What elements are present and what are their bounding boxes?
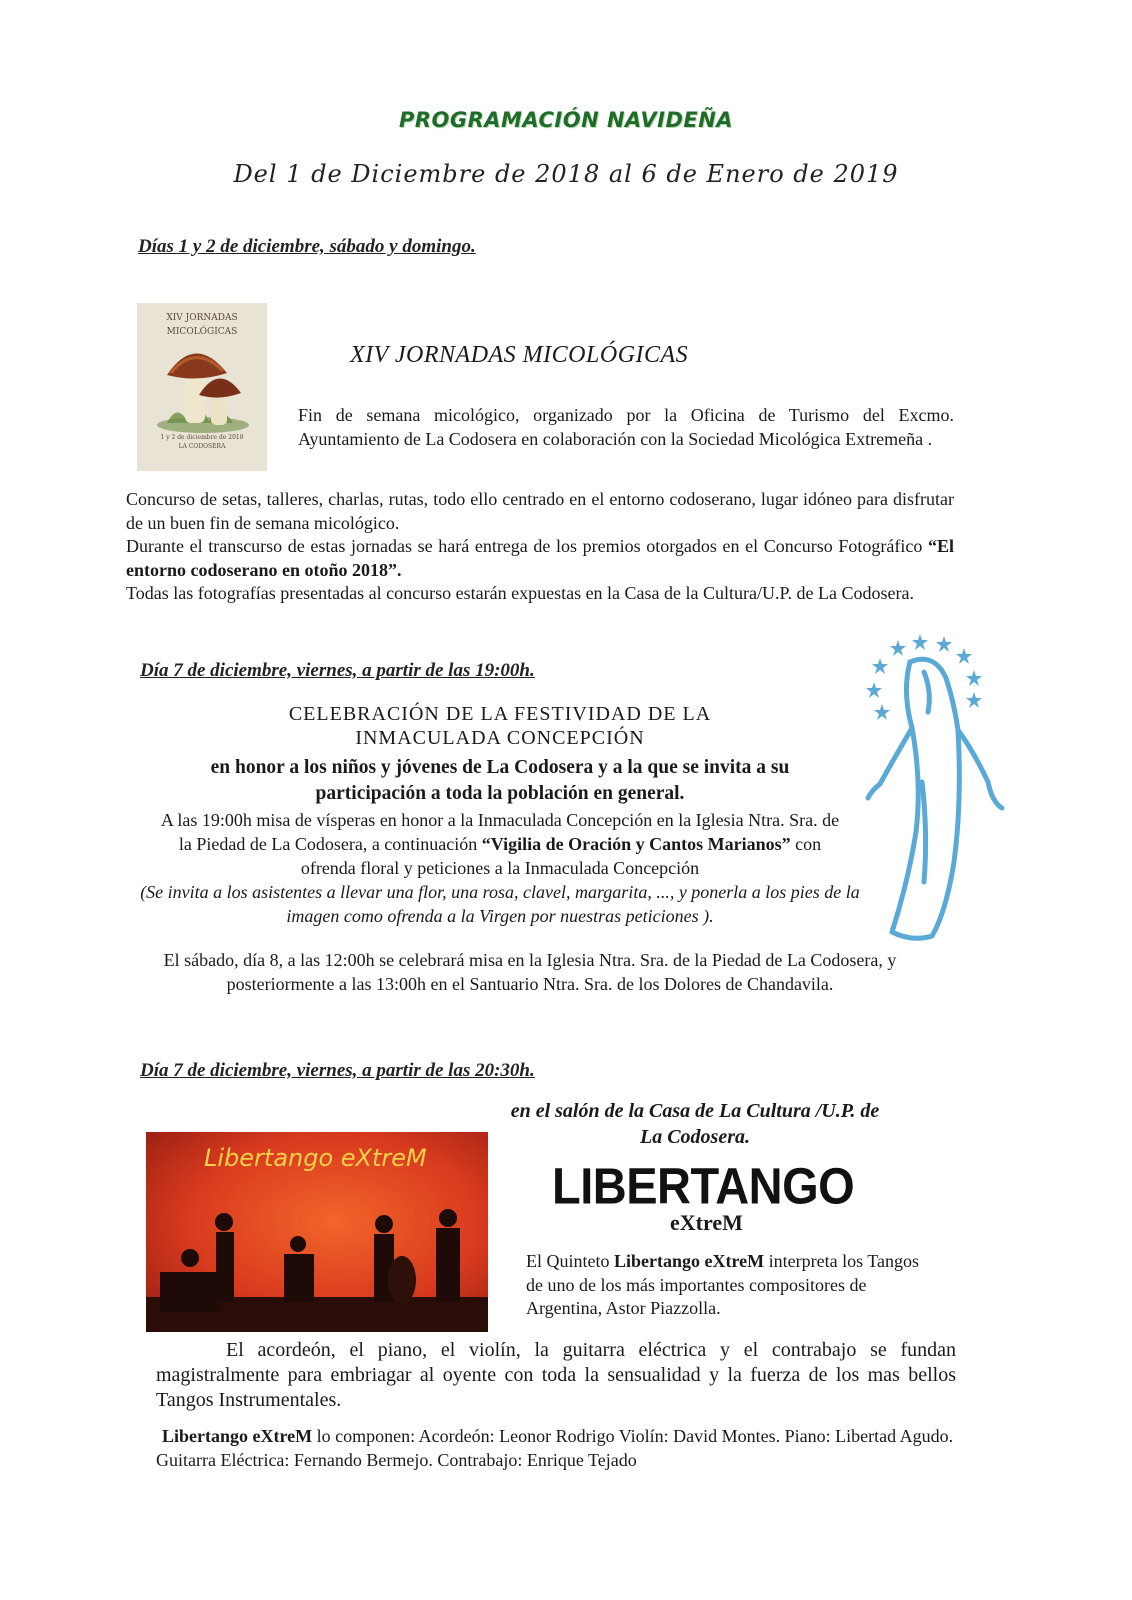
inmaculada-mass: A las 19:00h misa de vísperas en honor a la Inmaculada Concepción en la Iglesia Ntra. Sra. de la Piedad de La Codosera, a continuación “Vigilia de Oración y Cantos Marianos” con ofrenda floral y peticiones a la Inmaculada Concepción [160, 810, 840, 878]
libertango-members: Libertango eXtreM lo componen: Acordeón: Leonor Rodrigo Violín: David Montes. Piano: Libertad Agudo. Guitarra Eléctrica: Fernando Bermejo. Contrabajo: Enrique Tejado [156, 1426, 954, 1470]
libertango-logo-sub: eXtreM [670, 1210, 743, 1235]
jornadas-poster [137, 303, 267, 471]
inmaculada-title [160, 702, 840, 750]
poster-line3: 1 y 2 de diciembre de 2018 [160, 434, 244, 441]
inmaculada-invite-line1: en honor a los niños y jóvenes de La Codosera y a la que se invita a su [210, 757, 790, 778]
venue-line2: La Codosera. [640, 1126, 750, 1148]
jornadas-p2: Durante el transcurso de estas jornadas se hará entrega de los premios otorgados en el Concurso Fotográfico “El entorno codoserano en otoño 2018”. [126, 536, 954, 580]
date-range: Del 1 de Diciembre de 2018 al 6 de Enero de 2019 [233, 160, 899, 188]
members-quintet-name: Libertango eXtreM [162, 1426, 313, 1446]
vigilia-name: “Vigilia de Oración y Cantos Marianos” [481, 834, 791, 854]
venue-line1: en el salón de la Casa de La Cultura /U.P. de [510, 1100, 880, 1122]
jornadas-p3: Todas las fotografías presentadas al concurso estarán expuestas en la Casa de la Cultura/U.P. de La Codosera. [126, 583, 914, 603]
contest-name: “El entorno codoserano en otoño 2018”. [126, 536, 954, 580]
section1-heading: Días 1 y 2 de diciembre, sábado y domingo. [138, 236, 476, 257]
libertango-logo: LIBERTANGO [552, 1156, 855, 1215]
jornadas-body [126, 488, 954, 606]
jornadas-p1: Concurso de setas, talleres, charlas, rutas, todo ello centrado en el entorno codoserano, lugar idóneo para disfrutar de un buen fin de semana micológico. [126, 489, 954, 533]
quintet-name: Libertango eXtreM [614, 1251, 765, 1271]
page-title: PROGRAMACIÓN NAVIDEÑA [398, 108, 734, 132]
libertango-description: El Quinteto Libertango eXtreM interpreta los Tangos de uno de los más importantes compositores de Argentina, Astor Piazzolla. [526, 1251, 920, 1318]
jornadas-intro: Fin de semana micológico, organizado por la Oficina de Turismo del Excmo. Ayuntamiento de La Codosera en colaboración con la Sociedad Micológica Extremeña . [298, 405, 954, 449]
event-title-jornadas: XIV JORNADAS MICOLÓGICAS [350, 342, 689, 368]
venue [470, 1098, 920, 1150]
concert-photo [146, 1132, 488, 1332]
ofrenda-note: (Se invita a los asistentes a llevar una flor, una rosa, clavel, margarita, ..., y ponerla a los pies de la imagen como ofrenda a la Virgen por nuestras peticiones ). [140, 882, 860, 926]
virgin-mary-illustration [862, 632, 1020, 944]
poster-line1: XIV JORNADAS [166, 313, 238, 323]
inmaculada-title-line1: CELEBRACIÓN DE LA FESTIVIDAD DE LA [288, 703, 712, 725]
libertango-instruments: El acordeón, el piano, el violín, la guitarra eléctrica y el contrabajo se fundan magistralmente para embriagar al oyente con toda la sensualidad y la fuerza de los mas bellos Tangos Instrumentales. [156, 1339, 956, 1411]
poster-line2: MICOLÓGICAS [166, 327, 238, 337]
section3-heading: Día 7 de diciembre, viernes, a partir de las 20:30h. [140, 1060, 535, 1081]
concert-photo-caption: Libertango eXtreM [204, 1144, 427, 1172]
inmaculada-invite [150, 755, 850, 807]
sabado-mass: El sábado, día 8, a las 12:00h se celebrará misa en la Iglesia Ntra. Sra. de la Piedad de La Codosera, y posteriormente a las 13:00h en el Santuario Ntra. Sra. de los Dolores de Chandavila. [163, 950, 897, 994]
inmaculada-title-line2: INMACULADA CONCEPCIÓN [355, 727, 645, 749]
poster-line4: LA CODOSERA [178, 443, 226, 450]
inmaculada-invite-line2: participación a toda la población en general. [315, 783, 685, 804]
section2-heading: Día 7 de diciembre, viernes, a partir de las 19:00h. [140, 660, 535, 681]
musicians-silhouette [146, 1132, 488, 1332]
